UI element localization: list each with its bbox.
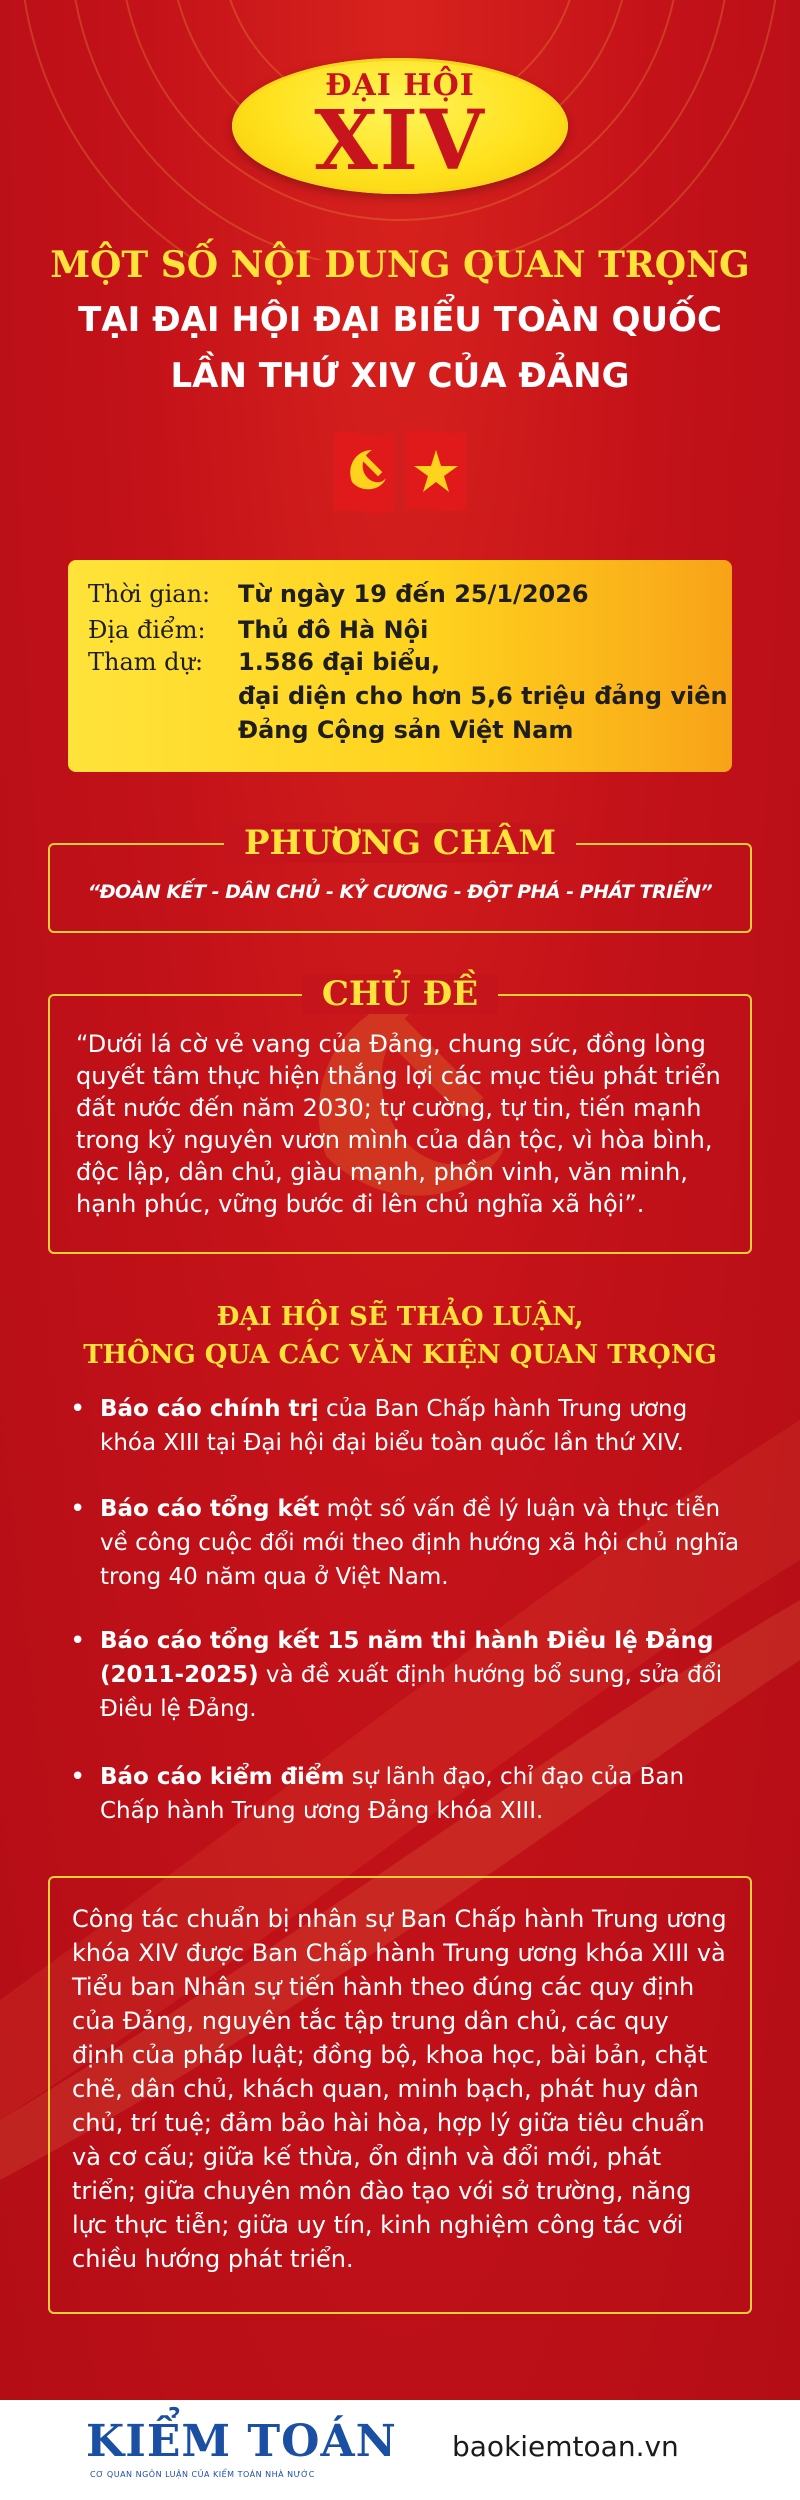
documents-title-line1: ĐẠI HỘI SẼ THẢO LUẬN, — [216, 1302, 584, 1332]
place-label: Địa điểm: — [88, 616, 206, 644]
bullet-dot: • — [70, 1394, 86, 1424]
attend-value-1: 1.586 đại biểu, — [238, 648, 441, 676]
dai-hoi-xiv-logo — [232, 58, 568, 194]
kiem-toan-logo[interactable]: KIỂM TOÁN — [86, 2416, 397, 2467]
list-item-text: Báo cáo chính trị của Ban Chấp hành Trung ương khóa XIII tại Đại hội đại biểu toàn quốc lần thứ XIV. — [100, 1396, 688, 1456]
motto-box — [48, 823, 752, 933]
place-value: Thủ đô Hà Nội — [238, 616, 429, 644]
attend-value-3: Đảng Cộng sản Việt Nam — [238, 716, 574, 744]
attend-label: Tham dự: — [88, 648, 204, 676]
logo-line1: ĐẠI HỘI — [325, 68, 475, 103]
theme-box — [48, 974, 752, 1254]
list-item-text: Báo cáo tổng kết một số vấn đề lý luận và thực tiễn về công cuộc đổi mới theo định hướng xã hội chủ nghĩa trong 40 năm qua ở Việt Nam. — [100, 1496, 740, 1590]
page-title-line3: LẦN THỨ XIV CỦA ĐẢNG — [170, 356, 630, 396]
time-label: Thời gian: — [88, 580, 211, 608]
theme-text: “Dưới lá cờ vẻ vang của Đảng, chung sức, đồng lòng quyết tâm thực hiện thắng lợi các mục tiêu phát triển đất nước đến năm 2030; tự cường, tự tin, tiến mạnh trong kỷ nguyên vươn mình của dân tộc, vì hòa bình, độc lập, dân chủ, giàu mạnh, phồn vinh, văn minh, hạnh phúc, vững bước đi lên chủ nghĩa xã hội”. — [76, 1030, 721, 1218]
page-title-line2: TẠI ĐẠI HỘI ĐẠI BIỂU TOÀN QUỐC — [78, 300, 722, 340]
logo-line2: XIV — [314, 93, 486, 189]
theme-heading: CHỦ ĐỀ — [50, 974, 750, 1014]
list-item-text: Báo cáo tổng kết 15 năm thi hành Điều lệ Đảng (2011-2025) và đề xuất định hướng bổ sung, sửa đổi Điều lệ Đảng. — [100, 1628, 723, 1722]
website-link[interactable]: baokiemtoan.vn — [452, 2430, 679, 2463]
motto-heading: PHƯƠNG CHÂM — [50, 823, 750, 863]
documents-title-line2: THÔNG QUA CÁC VĂN KIỆN QUAN TRỌNG — [83, 1340, 717, 1370]
attend-value-2: đại diện cho hơn 5,6 triệu đảng viên — [238, 682, 728, 710]
bullet-dot: • — [70, 1762, 86, 1792]
time-value: Từ ngày 19 đến 25/1/2026 — [238, 580, 589, 608]
list-item-text: Báo cáo kiểm điểm sự lãnh đạo, chỉ đạo của Ban Chấp hành Trung ương Đảng khóa XIII. — [100, 1764, 685, 1824]
footer — [0, 2400, 800, 2500]
bullet-dot: • — [70, 1626, 86, 1656]
preparation-text: Công tác chuẩn bị nhân sự Ban Chấp hành Trung ương khóa XIV được Ban Chấp hành Trung ương khóa XIII và Tiểu ban Nhân sự tiến hành theo đúng các quy định của Đảng, nguyên tắc tập trung dân chủ, các quy định của pháp luật; đồng bộ, khoa học, bài bản, chặt chẽ, dân chủ, khách quan, minh bạch, phát huy dân chủ, trí tuệ; đảm bảo hài hòa, hợp lý giữa tiêu chuẩn và cơ cấu; giữa kế thừa, ổn định và đổi mới, phát triển; giữa chuyên môn đào tạo với sở trường, năng lực thực tiễn; giữa uy tín, kinh nghiệm công tác với chiều hướng phát triển. — [72, 1905, 727, 2273]
flags-icon — [330, 424, 470, 520]
page-title-line1: MỘT SỐ NỘI DUNG QUAN TRỌNG — [50, 244, 750, 286]
motto-text: “ĐOÀN KẾT - DÂN CHỦ - KỶ CƯƠNG - ĐỘT PHÁ - PHÁT TRIỂN” — [87, 881, 713, 903]
bullet-dot: • — [70, 1494, 86, 1524]
personnel-preparation-box — [48, 1876, 752, 2314]
footer-tagline: CƠ QUAN NGÔN LUẬN CỦA KIỂM TOÁN NHÀ NƯỚC — [90, 2470, 315, 2479]
event-info-box — [68, 560, 732, 772]
